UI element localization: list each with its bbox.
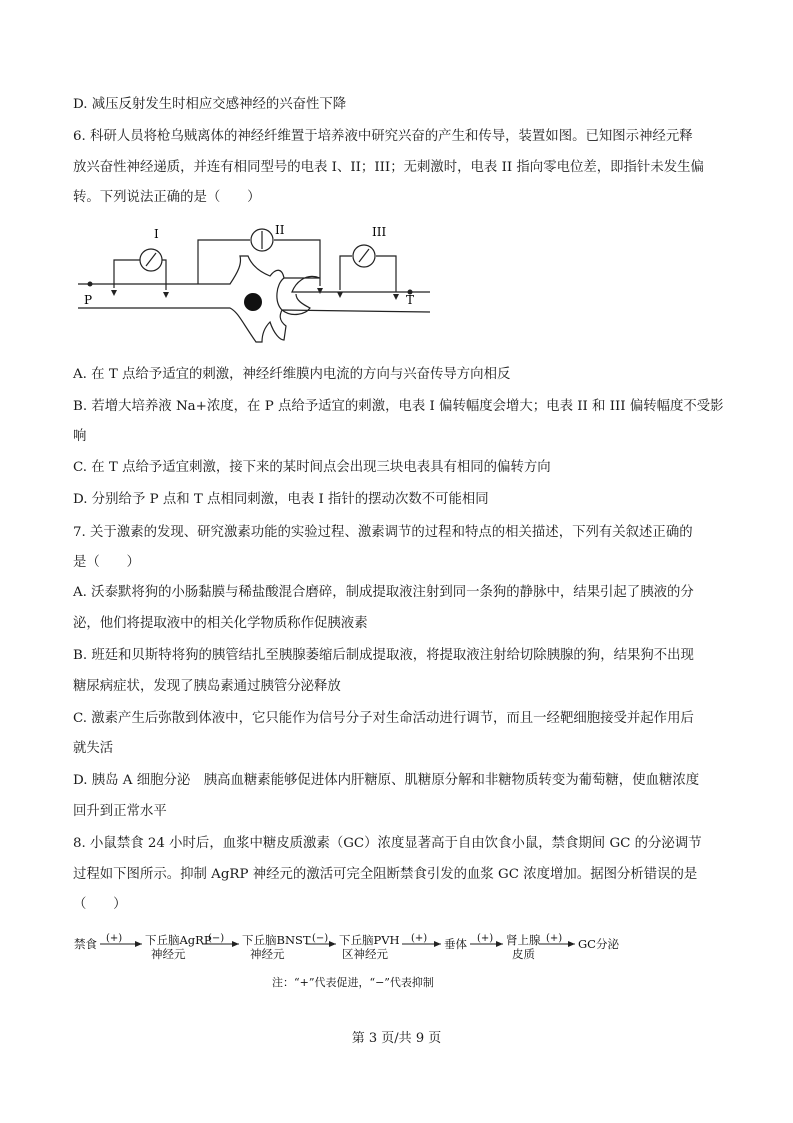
flow-node-pituitary: 垂体 bbox=[444, 937, 467, 951]
point-p-label: P bbox=[84, 293, 93, 307]
text-line: 过程如下图所示。抑制 AgRP 神经元的激活可完全阻断禁食引发的血浆 GC 浓度增加。据图分析错误的是 bbox=[73, 867, 698, 882]
text-line: 回升到正常水平 bbox=[73, 804, 167, 819]
flow-node-agrp: 下丘脑AgRP bbox=[145, 933, 212, 947]
text-line: C. 激素产生后弥散到体液中，它只能作为信号分子对生命活动进行调节，而且一经靶细胞接受并起作用后 bbox=[73, 711, 694, 726]
flow-sign: (+) bbox=[411, 933, 428, 944]
text-line: C. 在 T 点给予适宜刺激，接下来的某时间点会出现三块电表具有相同的偏转方向 bbox=[73, 460, 551, 475]
text-line: A. 在 T 点给予适宜的刺激，神经纤维膜内电流的方向与兴奋传导方向相反 bbox=[73, 367, 511, 382]
text-line: 是（ ） bbox=[73, 555, 140, 570]
page-footer: 第 3 页/共 9 页 bbox=[351, 1031, 442, 1046]
fiber-lower-membrane bbox=[78, 308, 430, 342]
flow-start: 禁食 bbox=[74, 937, 97, 951]
meter-1 bbox=[140, 249, 162, 271]
flow-node-adrenal: 肾上腺 bbox=[506, 933, 541, 947]
flow-node-agrp-sub: 神经元 bbox=[151, 947, 186, 961]
flow-note: 注：“+”代表促进，“−”代表抑制 bbox=[272, 976, 434, 989]
nerve-fiber-diagram bbox=[70, 222, 440, 350]
gc-regulation-flowchart bbox=[72, 930, 632, 1000]
flow-sign: (+) bbox=[477, 933, 494, 944]
text-line: 8. 小鼠禁食 24 小时后，血浆中糖皮质激素（GC）浓度显著高于自由饮食小鼠，禁食期间 GC 的分泌调节 bbox=[73, 836, 702, 851]
text-line: D. 分别给予 P 点和 T 点相同刺激，电表 I 指针的摆动次数不可能相同 bbox=[73, 492, 489, 507]
text-line: B. 班廷和贝斯特将狗的胰管结扎至胰腺萎缩后制成提取液，将提取液注射给切除胰腺的狗，结果狗不出现 bbox=[73, 648, 694, 663]
flow-sign: (+) bbox=[546, 933, 563, 944]
meter-3-label: III bbox=[372, 225, 387, 239]
text-line: 就失活 bbox=[73, 741, 114, 756]
text-line: 泌，他们将提取液中的相关化学物质称作促胰液素 bbox=[73, 616, 368, 631]
text-line: D. 胰岛 A 细胞分泌 胰高血糖素能够促进体内肝糖原、肌糖原分解和非糖物质转变为葡萄糖，使血糖浓度 bbox=[73, 773, 700, 788]
meter-2 bbox=[251, 229, 273, 251]
text-line: 响 bbox=[73, 429, 87, 444]
text-line: （ ） bbox=[73, 897, 127, 912]
axon-terminal bbox=[277, 278, 310, 314]
nucleus bbox=[244, 293, 262, 311]
meter-3 bbox=[353, 245, 375, 267]
point-t-label: T bbox=[406, 293, 415, 307]
flow-sign: (−) bbox=[312, 933, 329, 944]
text-line: 糖尿病症状，发现了胰岛素通过胰管分泌释放 bbox=[73, 679, 341, 694]
flow-node-adrenal-sub: 皮质 bbox=[512, 947, 535, 961]
flow-sign: (−) bbox=[208, 933, 225, 944]
text-line: 转。下列说法正确的是（ ） bbox=[73, 190, 261, 205]
text-line: 放兴奋性神经递质，并连有相同型号的电表 I、II；III；无刺激时，电表 II 指向零电位差，即指针未发生偏 bbox=[73, 160, 704, 175]
flow-sign: (+) bbox=[106, 933, 123, 944]
text-line: 7. 关于激素的发现、研究激素功能的实验过程、激素调节的过程和特点的相关描述，下列有关叙述正确的 bbox=[73, 525, 693, 540]
text-line: B. 若增大培养液 Na+浓度，在 P 点给予适宜的刺激，电表 I 偏转幅度会增大；电表 II 和 III 偏转幅度不受影 bbox=[73, 399, 724, 414]
text-line: 6. 科研人员将枪乌贼离体的神经纤维置于培养液中研究兴奋的产生和传导，装置如图。已知图示神经元释 bbox=[73, 129, 693, 144]
text-line: A. 沃泰默将狗的小肠黏膜与稀盐酸混合磨碎，制成提取液注射到同一条狗的静脉中，结果引起了胰液的分 bbox=[73, 585, 694, 600]
text-line: D. 减压反射发生时相应交感神经的兴奋性下降 bbox=[73, 97, 347, 112]
point-p-dot bbox=[88, 282, 93, 287]
meter-1-label: I bbox=[154, 227, 159, 241]
flow-node-bnst-sub: 神经元 bbox=[250, 947, 285, 961]
flow-node-bnst: 下丘脑BNST bbox=[242, 933, 311, 947]
fiber-upper-membrane bbox=[78, 256, 430, 292]
meter-2-label: II bbox=[275, 223, 285, 237]
flow-node-pvh: 下丘脑PVH bbox=[339, 933, 400, 947]
flow-end: GC分泌 bbox=[578, 937, 619, 951]
flow-node-pvh-sub: 区神经元 bbox=[342, 947, 388, 961]
